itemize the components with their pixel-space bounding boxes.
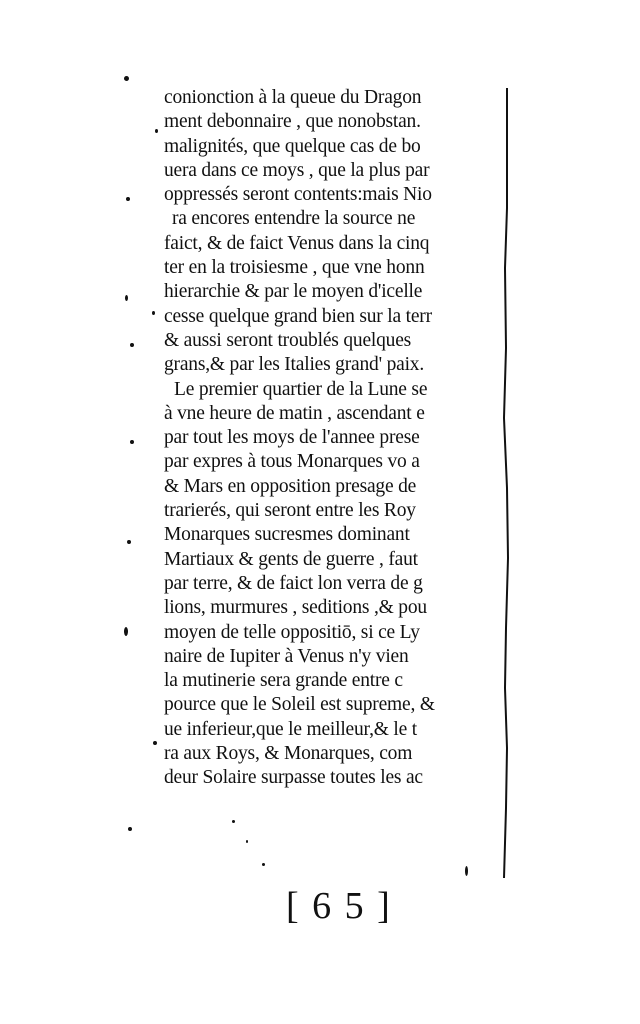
text-line: par terre, & de faict lon verra de g (164, 572, 423, 594)
text-line: malignités, que quelque cas de bo (164, 135, 421, 157)
ink-speck (262, 863, 265, 866)
text-line: la mutinerie sera grande entre c (164, 670, 403, 692)
page-edge-rule (500, 88, 514, 878)
text-line: pource que le Soleil est supreme, & (164, 694, 435, 716)
ink-speck (152, 311, 155, 315)
text-line: faict, & de faict Venus dans la cinq (164, 232, 430, 254)
ink-speck (124, 76, 129, 81)
ink-speck (153, 741, 157, 745)
text-line: Martiaux & gents de guerre , faut (164, 548, 418, 570)
text-line: à vne heure de matin , ascendant e (164, 402, 425, 424)
ink-speck (127, 540, 131, 544)
text-line: hierarchie & par le moyen d'icelle (164, 281, 423, 303)
text-line: oppressés seront contents:mais Nio (164, 184, 432, 206)
text-line: trarierés, qui seront entre les Roy (164, 500, 416, 522)
text-line: grans,& par les Italies grand' paix. (164, 354, 425, 376)
text-line: cesse quelque grand bien sur la terr (164, 305, 432, 327)
text-line: ment debonnaire , que nonobstan. (164, 111, 421, 133)
ink-speck (232, 820, 235, 823)
text-line: ue inferieur,que le meilleur,& le t (164, 718, 417, 740)
text-line: naire de Iupiter à Venus n'y vien (164, 645, 409, 667)
text-line: ter en la troisiesme , que vne honn (164, 257, 425, 279)
text-line: Le premier quartier de la Lune se (174, 378, 428, 400)
ink-speck (130, 440, 134, 444)
text-line: & Mars en opposition presage de (164, 475, 417, 497)
text-line: ra encores entendre la source ne (172, 208, 416, 230)
ink-speck (155, 129, 158, 133)
ink-speck (130, 343, 134, 347)
ink-speck (126, 197, 130, 201)
ink-speck (125, 295, 128, 301)
text-line: Monarques sucresmes dominant (164, 524, 410, 546)
text-line: uera dans ce moys , que la plus par (164, 159, 430, 181)
text-line: conionction à la queue du Dragon (164, 87, 422, 108)
text-line: ra aux Roys, & Monarques, com (164, 743, 413, 765)
ink-speck (465, 866, 468, 876)
text-line: lions, murmures , seditions ,& pou (164, 597, 427, 619)
text-line: moyen de telle oppositiō, si ce Ly (164, 621, 420, 643)
text-line: par expres à tous Monarques vo a (164, 451, 420, 473)
page-number: [ 6 5 ] (286, 885, 392, 927)
text-line: par tout les moys de l'annee prese (164, 427, 420, 449)
ink-speck (128, 827, 132, 831)
ink-speck (246, 840, 248, 843)
text-line: & aussi seront troublés quelques (164, 329, 412, 351)
text-block (164, 86, 514, 791)
text-line: deur Solaire surpasse toutes les ac (164, 767, 423, 789)
ink-speck (124, 627, 128, 636)
